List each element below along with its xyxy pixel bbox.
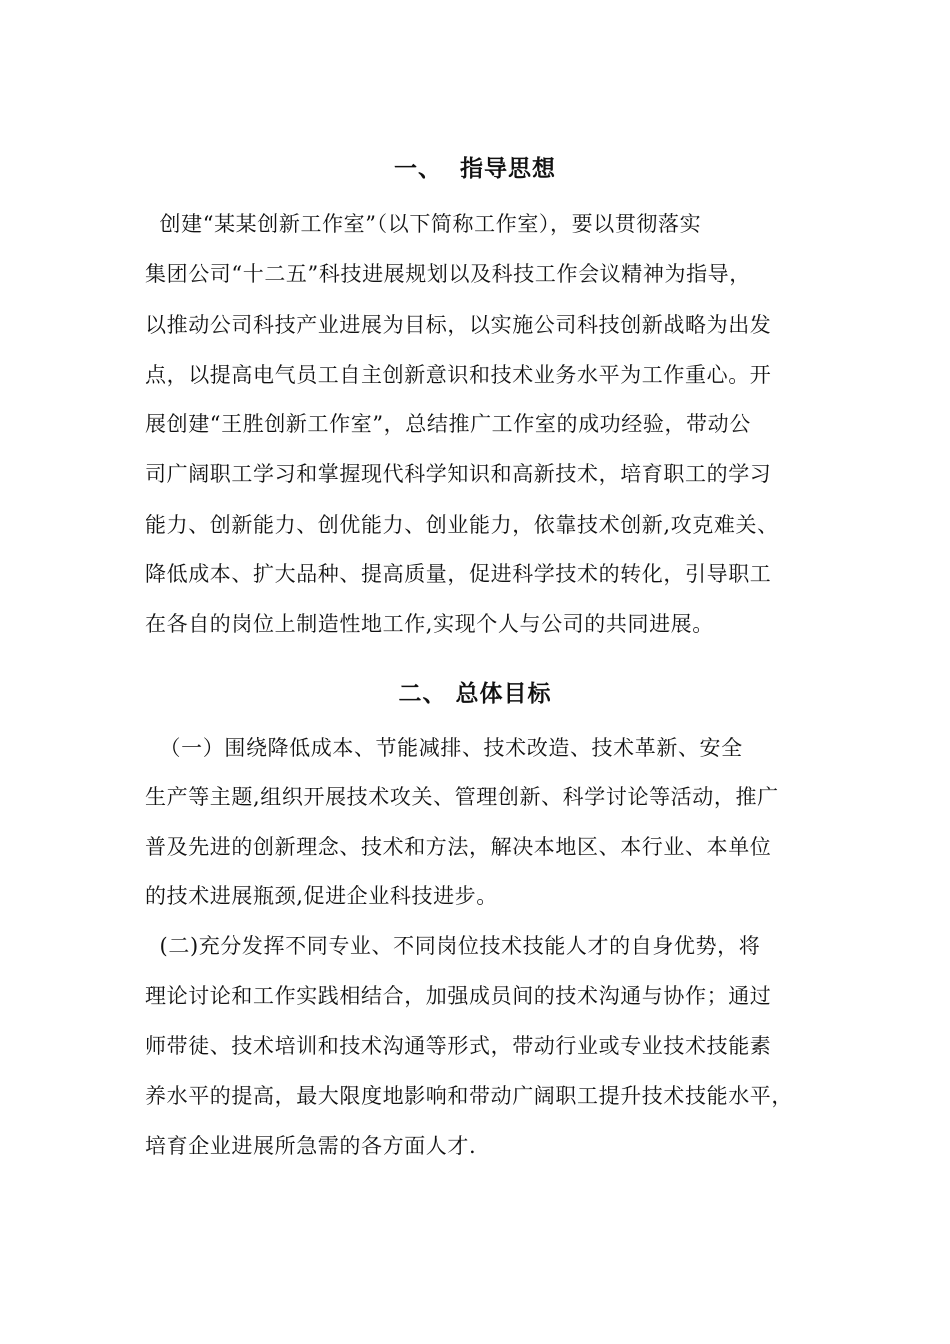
paragraph-line: 展创建“王胜创新工作室”，总结推广工作室的成功经验，带动公 [145,412,751,436]
paragraph-line: 在各自的岗位上制造性地工作,实现个人与公司的共同进展。 [145,612,714,636]
paragraph-line: 普及先进的创新理念、技术和方法，解决本地区、本行业、本单位 [145,835,772,859]
paragraph-line: （一）围绕降低成本、节能减排、技术改造、技术革新、安全 [145,736,743,760]
paragraph-line: 理论讨论和工作实践相结合，加强成员间的技术沟通与协作；通过 [145,984,772,1008]
paragraph-line: 生产等主题,组织开展技术攻关、管理创新、科学讨论等活动，推广 [145,785,779,809]
paragraph-line: 培育企业进展所急需的各方面人才. [145,1134,477,1158]
paragraph-line: 以推动公司科技产业进展为目标，以实施公司科技创新战略为出发 [145,313,772,337]
paragraph-line: 司广阔职工学习和掌握现代科学知识和高新技术，培育职工的学习 [145,462,772,486]
section-heading-overall-goals: 二、 总体目标 [398,681,552,707]
paragraph-line: 降低成本、扩大品种、提高质量，促进科学技术的转化，引导职工 [145,562,772,586]
paragraph-line: 创建“某某创新工作室”（以下简称工作室），要以贯彻落实 [145,212,702,236]
paragraph-line: 养水平的提高，最大限度地影响和带动广阔职工提升技术技能水平， [145,1084,793,1108]
paragraph-line: 点，以提高电气员工自主创新意识和技术业务水平为工作重心。开 [145,363,772,387]
paragraph-line: 能力、创新能力、创优能力、创业能力，依靠技术创新,攻克难关、 [145,513,779,537]
paragraph-line: 师带徒、技术培训和技术沟通等形式，带动行业或专业技术技能素 [145,1034,772,1058]
paragraph-line: 的技术进展瓶颈,促进企业科技进步。 [145,884,498,908]
paragraph-line: (二)充分发挥不同专业、不同岗位技术技能人才的自身优势，将 [145,934,761,958]
paragraph-line: 集团公司“十二五”科技进展规划以及科技工作会议精神为指导， [145,262,751,286]
section-heading-guiding-ideology: 一、 指导思想 [393,156,556,182]
